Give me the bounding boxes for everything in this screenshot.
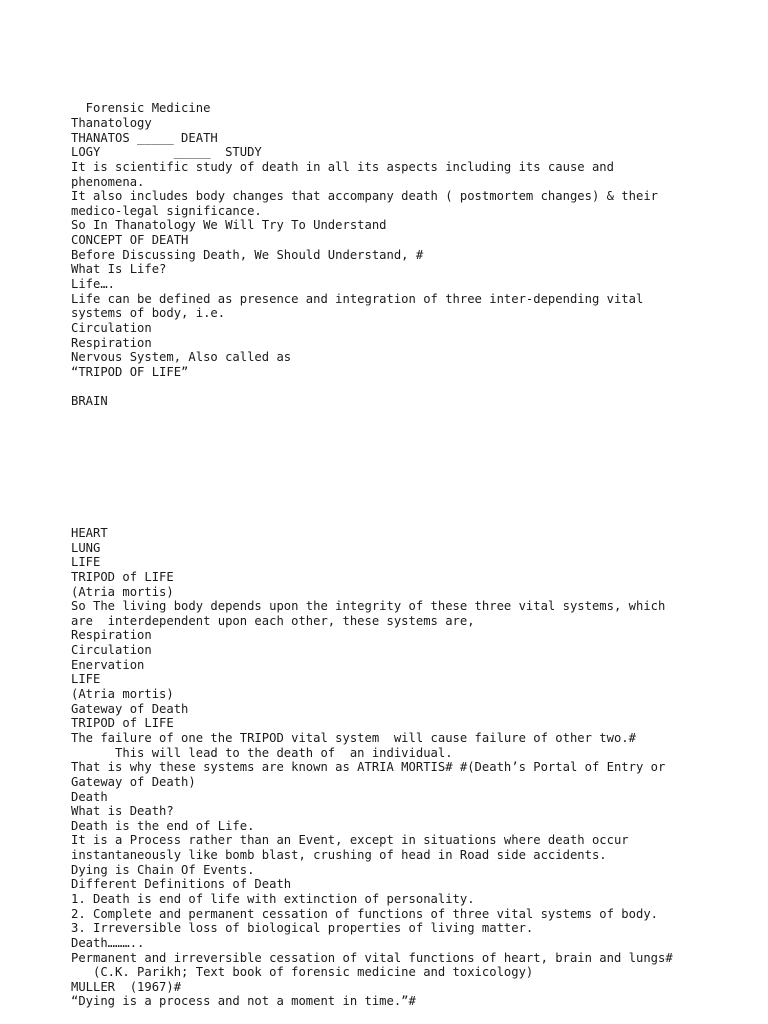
document-text-top — [71, 101, 731, 408]
text-line: HEART — [71, 525, 108, 540]
text-line: The failure of one the TRIPOD vital system will cause failure of other two.# — [71, 730, 636, 745]
text-line: 1. Death is end of life with extinction of personality. — [71, 892, 475, 906]
text-line: Before Discussing Death, We Should Understand, # — [71, 247, 424, 262]
text-line: (Atria mortis) — [71, 584, 174, 599]
text-line: BRAIN — [71, 394, 108, 409]
text-line: That is why these systems are known as ATRIA MORTIS# #(Death’s Portal of Entry or — [71, 760, 666, 775]
text-line: TRIPOD of LIFE — [71, 716, 174, 731]
text-line: So The living body depends upon the integrity of these three vital systems, which — [71, 599, 666, 614]
text-line: This will lead to the death of an individual. — [71, 745, 453, 760]
text-line: Different Definitions of Death — [71, 877, 292, 892]
text-line: Nervous System, Also called as — [71, 350, 292, 365]
text-line: are interdependent upon each other, these systems are, — [71, 613, 475, 628]
text-line: Life can be defined as presence and integration of three inter-depending vital — [71, 291, 644, 306]
document-text-bottom — [71, 526, 731, 1009]
text-line: (C.K. Parikh; Text book of forensic medicine and toxicology) — [71, 965, 534, 980]
text-line: LUNG — [71, 540, 101, 555]
text-line: Thanatology — [71, 115, 152, 130]
text-line: “Dying is a process and not a moment in time.”# — [71, 994, 416, 1009]
text-line: What is Death? — [71, 804, 174, 819]
document-page — [71, 72, 731, 1024]
text-line — [71, 379, 731, 394]
text-line: So In Thanatology We Will Try To Understand — [71, 218, 387, 233]
text-line: (Atria mortis) — [71, 687, 174, 702]
text-line: Gateway of Death) — [71, 774, 196, 789]
text-line: TRIPOD of LIFE — [71, 569, 174, 584]
text-line: Death……….. — [71, 935, 145, 950]
text-line: phenomena. — [71, 174, 145, 189]
text-line: “TRIPOD OF LIFE” — [71, 364, 189, 379]
text-line: MULLER (1967)# — [71, 979, 182, 994]
text-line: CONCEPT OF DEATH — [71, 233, 189, 248]
text-line: Respiration — [71, 628, 152, 643]
text-line: It also includes body changes that accompany death ( postmortem changes) & their — [71, 189, 658, 204]
text-line: THANATOS _____ DEATH — [71, 130, 218, 145]
text-line: Forensic Medicine — [71, 101, 211, 116]
diagram-placeholder-gap — [71, 438, 731, 497]
text-line: Enervation — [71, 657, 145, 672]
text-line: What Is Life? — [71, 262, 167, 277]
text-line: 2. Complete and permanent cessation of functions of three vital systems of body. — [71, 906, 658, 921]
text-line: Permanent and irreversible cessation of vital functions of heart, brain and lungs# — [71, 950, 673, 965]
text-line: 3. Irreversible loss of biological properties of living matter. — [71, 921, 534, 936]
text-line: Death — [71, 789, 108, 804]
text-line: Dying is Chain Of Events. — [71, 862, 255, 877]
text-line: Life…. — [71, 277, 116, 291]
text-line: systems of body, i.e. — [71, 306, 226, 321]
text-line: Circulation — [71, 320, 152, 335]
text-line: It is a Process rather than an Event, except in situations where death occur — [71, 833, 629, 848]
text-line: LIFE — [71, 555, 101, 570]
text-line: instantaneously like bomb blast, crushing of head in Road side accidents. — [71, 848, 607, 863]
text-line: medico-legal significance. — [71, 203, 262, 218]
text-line: It is scientific study of death in all its aspects including its cause and — [71, 159, 614, 174]
text-line: Death is the end of Life. — [71, 818, 255, 833]
text-line: LIFE — [71, 672, 101, 687]
text-line: Circulation — [71, 643, 152, 658]
text-line: LOGY _____ STUDY — [71, 145, 262, 160]
text-line: Respiration — [71, 335, 152, 350]
text-line: Gateway of Death — [71, 701, 189, 716]
